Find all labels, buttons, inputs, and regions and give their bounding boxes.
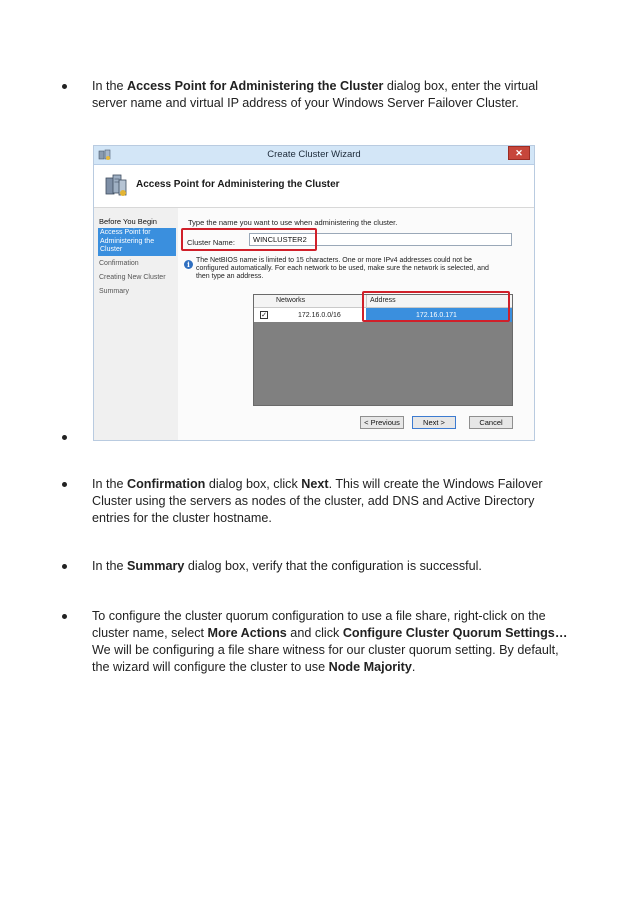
cluster-name-input[interactable]: WINCLUSTER2 bbox=[249, 233, 512, 246]
bold-text-segment: Summary bbox=[127, 559, 185, 573]
bullet-item-access-point bbox=[62, 78, 572, 112]
bold-text-segment: Configure Cluster Quorum Settings… bbox=[342, 626, 568, 640]
wizard-header bbox=[94, 165, 534, 208]
wizard-screenshot bbox=[93, 145, 535, 441]
bullet-marker bbox=[62, 84, 67, 89]
cluster-name-label: Cluster Name: bbox=[187, 238, 235, 247]
previous-button[interactable]: < Previous bbox=[360, 416, 404, 429]
bullet-item-summary bbox=[62, 558, 572, 575]
bullet-item-confirmation bbox=[62, 476, 572, 527]
wizard-nav bbox=[94, 208, 178, 440]
address-value: 172.16.0.171 bbox=[416, 312, 457, 319]
wizard-content bbox=[178, 208, 534, 440]
text-segment: In the bbox=[92, 477, 128, 491]
nav-item-access-point[interactable]: Access Point for Administering the Cluster bbox=[98, 228, 176, 256]
bullet-marker bbox=[62, 482, 67, 487]
close-button[interactable]: ✕ bbox=[508, 146, 530, 160]
text-segment: To configure the cluster quorum configuration to use a file share, right-click on the cluster name, select bbox=[92, 609, 546, 640]
bullet-text bbox=[92, 476, 572, 527]
column-header-address[interactable]: Address bbox=[370, 297, 396, 304]
highlight-box-address bbox=[362, 291, 510, 322]
bold-text-segment: More Actions bbox=[207, 626, 287, 640]
nav-item-summary[interactable]: Summary bbox=[99, 288, 129, 295]
wizard-titlebar bbox=[94, 146, 534, 165]
bullet-text bbox=[92, 78, 572, 112]
bullet-text bbox=[92, 608, 572, 676]
bullet-marker bbox=[62, 435, 67, 440]
server-cluster-icon bbox=[104, 172, 128, 198]
highlight-box-cluster-name bbox=[181, 228, 317, 251]
wizard-title: Create Cluster Wizard bbox=[267, 149, 361, 160]
text-segment: dialog box, verify that the configuration is successful. bbox=[184, 559, 482, 573]
bold-text-segment: Node Majority bbox=[328, 660, 412, 674]
nav-item-confirmation[interactable]: Confirmation bbox=[99, 260, 139, 267]
bullet-item-quorum bbox=[62, 608, 572, 676]
text-segment: dialog box, enter the virtual server name and virtual IP address of your Windows Server Failover Cluster. bbox=[92, 79, 539, 110]
nav-item-creating-new-cluster[interactable]: Creating New Cluster bbox=[99, 274, 166, 281]
text-segment: . This will create the Windows Failover Cluster using the servers as nodes of the cluster, add DNS and Active Directory entries for the cluster hostname. bbox=[92, 477, 543, 525]
cancel-button[interactable]: Cancel bbox=[469, 416, 513, 429]
info-icon: i bbox=[184, 260, 193, 269]
text-segment: dialog box, click bbox=[205, 477, 302, 491]
column-header-networks[interactable]: Networks bbox=[276, 297, 306, 304]
text-segment: In the bbox=[92, 79, 128, 93]
bold-text-segment: Next bbox=[301, 477, 329, 491]
network-checkbox[interactable]: ✓ bbox=[261, 312, 267, 319]
text-segment: . bbox=[411, 660, 416, 674]
instruction-text: Type the name you want to use when administering the cluster. bbox=[188, 218, 398, 227]
bullet-marker bbox=[62, 564, 67, 569]
bold-text-segment: Access Point for Administering the Cluster bbox=[127, 79, 384, 93]
wizard-header-title: Access Point for Administering the Cluster bbox=[136, 179, 340, 190]
bullet-text bbox=[92, 558, 572, 575]
nav-item-before-you-begin[interactable]: Before You Begin bbox=[99, 217, 157, 226]
text-segment: In the bbox=[92, 559, 128, 573]
netbios-note: The NetBIOS name is limited to 15 characters. One or more IPv4 addresses could not be configured automatically. For each network to be used, make sure the network is selected, and then type an address. bbox=[196, 257, 489, 281]
text-segment: and click bbox=[286, 626, 343, 640]
network-cell: 172.16.0.0/16 bbox=[298, 312, 341, 319]
text-segment: We will be configuring a file share witness for our cluster quorum setting. By default, the wizard will configure the cluster to use bbox=[92, 643, 559, 674]
bold-text-segment: Confirmation bbox=[127, 477, 206, 491]
next-button[interactable]: Next > bbox=[412, 416, 456, 429]
bullet-marker bbox=[62, 614, 67, 619]
